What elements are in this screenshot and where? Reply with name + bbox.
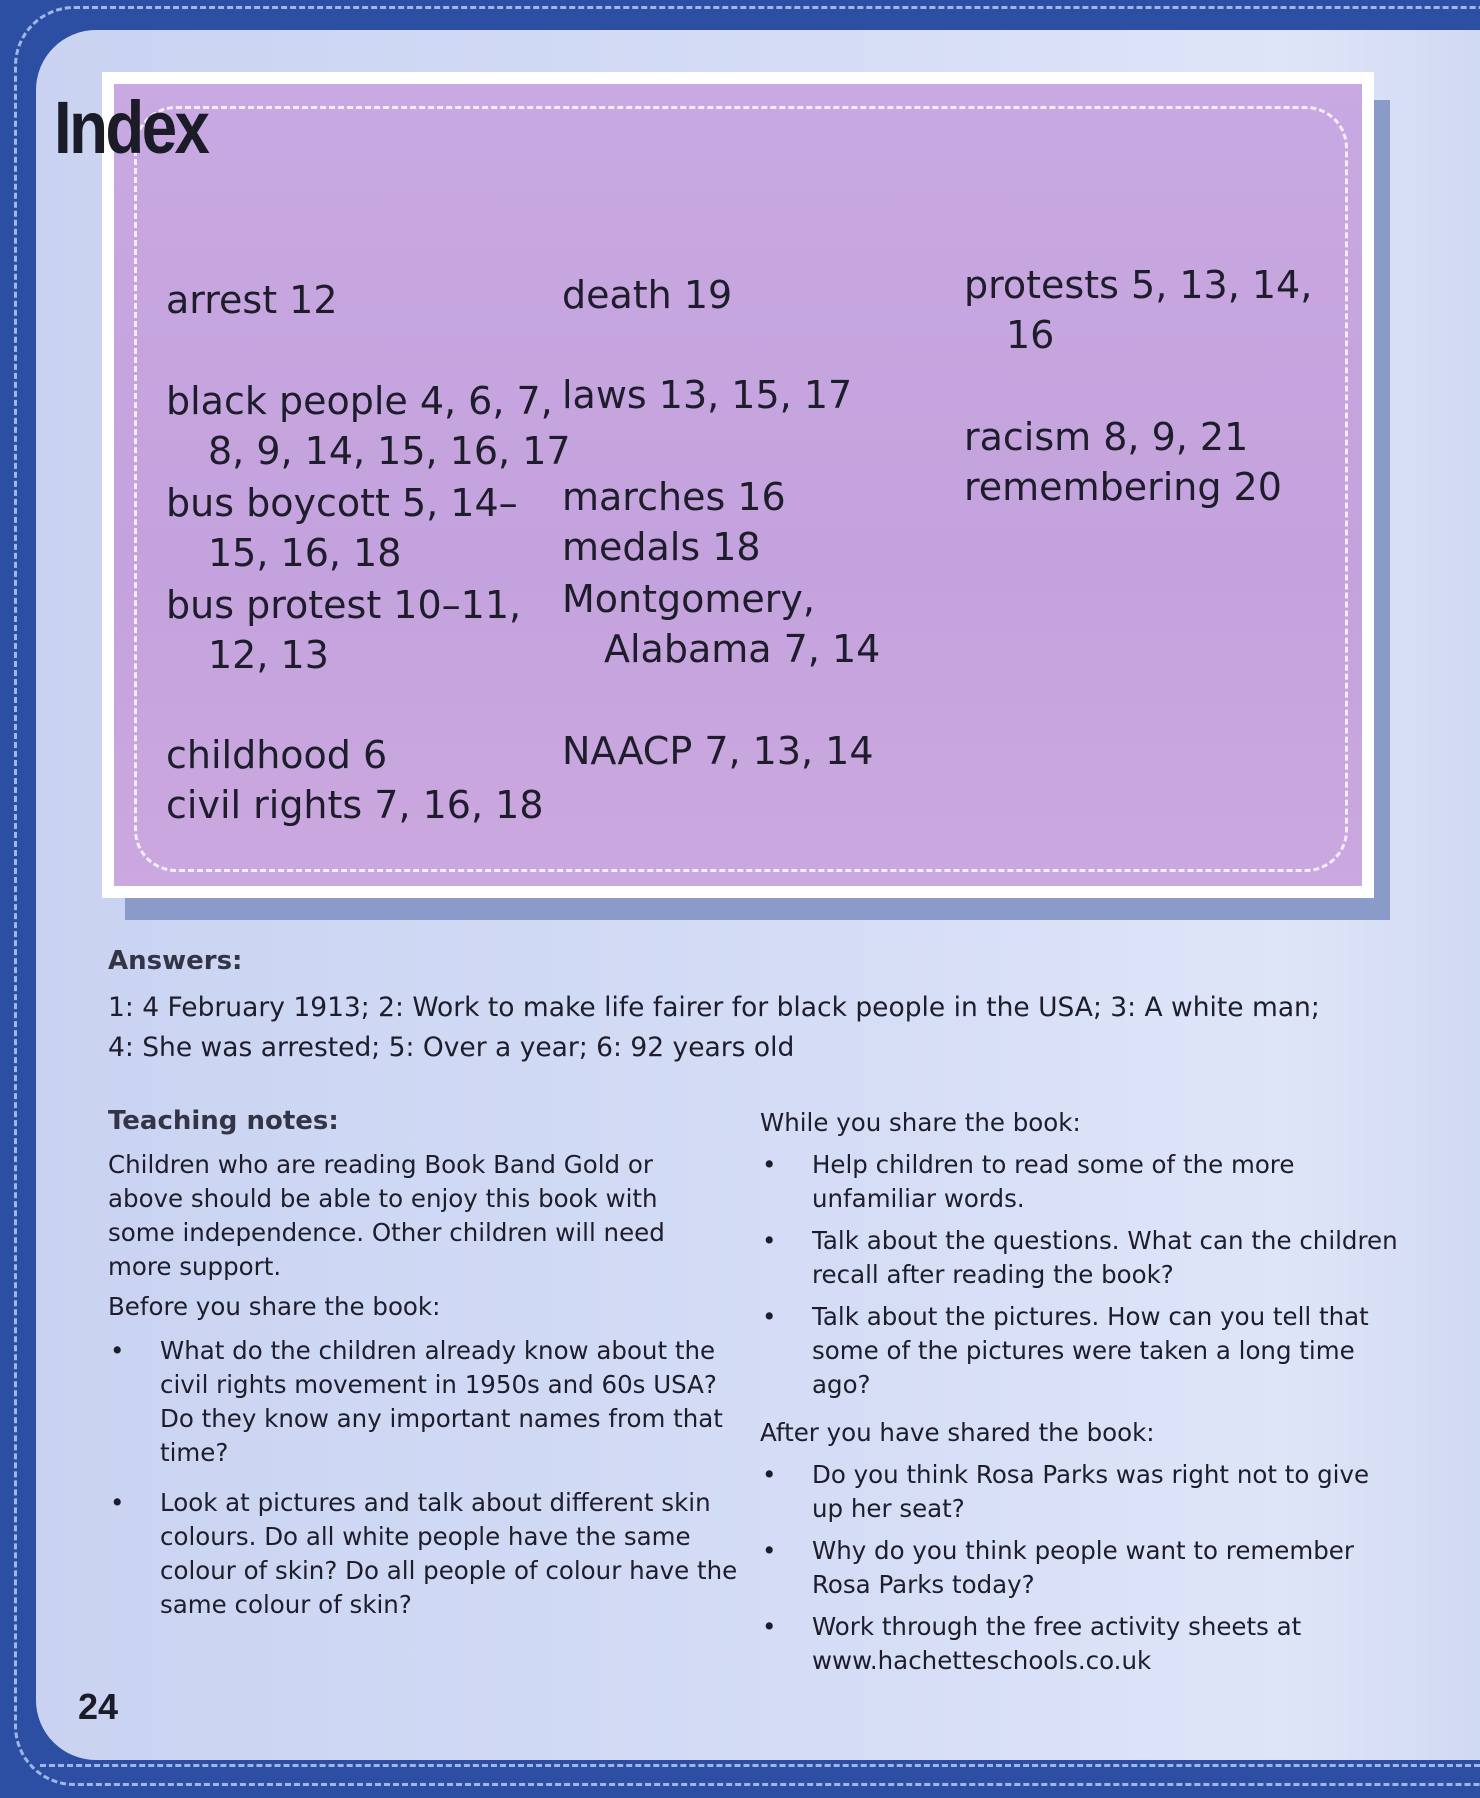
list-item-text: Look at pictures and talk about different skin colours. Do all white people have the same colour of skin? Do all people of colour have the same colour of skin? (160, 1488, 738, 1619)
list-item (760, 1610, 1400, 1678)
index-term: protests 5, 13, 14, (964, 263, 1313, 307)
after-heading: After you have shared the book: (760, 1418, 1155, 1447)
index-term: civil rights 7, 16, 18 (166, 783, 544, 827)
index-term: racism 8, 9, 21 (964, 415, 1249, 459)
index-term: arrest 12 (166, 278, 338, 322)
index-entry (562, 522, 761, 572)
after-list (760, 1458, 1400, 1686)
index-title: Index (54, 86, 208, 169)
bullet-icon: • (762, 1150, 777, 1179)
list-item-text: Work through the free activity sheets at www.hachetteschools.co.uk (812, 1612, 1302, 1675)
teaching-notes-heading: Teaching notes: (108, 1106, 339, 1136)
bullet-icon: • (762, 1460, 777, 1489)
index-entry (166, 730, 387, 780)
index-term-continued: Alabama 7, 14 (604, 627, 881, 671)
index-term: bus boycott 5, 14– (166, 481, 518, 525)
index-entry (964, 412, 1248, 462)
index-term: NAACP 7, 13, 14 (562, 729, 874, 773)
index-entry (166, 478, 518, 578)
answers-line: 4: She was arrested; 5: Over a year; 6: 92 years old (108, 1032, 795, 1063)
list-item (760, 1300, 1400, 1402)
index-entry (562, 270, 732, 320)
index-entry (166, 580, 521, 680)
list-item (760, 1534, 1400, 1602)
index-term: death 19 (562, 273, 733, 317)
list-item-text: Why do you think people want to remember Rosa Parks today? (812, 1536, 1354, 1599)
index-term: laws 13, 15, 17 (562, 373, 853, 417)
index-entry (562, 574, 880, 674)
answers-text (108, 988, 1408, 1068)
list-item (108, 1486, 738, 1622)
index-entry (964, 462, 1282, 512)
list-item (760, 1458, 1400, 1526)
index-term: remembering 20 (964, 465, 1282, 509)
index-term-continued: 12, 13 (208, 633, 329, 677)
teaching-notes-intro: Children who are reading Book Band Gold or above should be able to enjoy this book with some independence. Other children will need more support. (108, 1150, 665, 1281)
before-list (108, 1334, 738, 1630)
index-entry (166, 780, 544, 830)
while-list (760, 1148, 1400, 1410)
bullet-icon: • (110, 1488, 125, 1517)
index-term: Montgomery, (562, 577, 815, 621)
list-item-text: Help children to read some of the more unfamiliar words. (812, 1150, 1295, 1213)
index-entry (166, 376, 571, 476)
index-term-continued: 15, 16, 18 (208, 531, 402, 575)
bullet-icon: • (762, 1226, 777, 1255)
index-term: marches 16 (562, 475, 786, 519)
index-entry (562, 726, 874, 776)
index-term: medals 18 (562, 525, 761, 569)
index-entry (562, 370, 852, 420)
list-item (760, 1148, 1400, 1216)
index-entry (562, 472, 786, 522)
bullet-icon: • (762, 1612, 777, 1641)
index-term: bus protest 10–11, (166, 583, 522, 627)
answers-heading: Answers: (108, 946, 243, 976)
while-heading: While you share the book: (760, 1108, 1081, 1137)
bullet-icon: • (762, 1302, 777, 1331)
bullet-icon: • (762, 1536, 777, 1565)
list-item (108, 1334, 738, 1470)
index-entry (964, 260, 1312, 360)
list-item-text: Talk about the questions. What can the children recall after reading the book? (812, 1226, 1398, 1289)
list-item-text: Talk about the pictures. How can you tell that some of the pictures were taken a long time ago? (812, 1302, 1369, 1399)
list-item-text: Do you think Rosa Parks was right not to give up her seat? (812, 1460, 1370, 1523)
answers-line: 1: 4 February 1913; 2: Work to make life fairer for black people in the USA; 3: A white man; (108, 992, 1320, 1023)
bullet-icon: • (110, 1336, 125, 1365)
bottom-stitch-border (40, 1764, 1480, 1767)
list-item (760, 1224, 1400, 1292)
index-term-continued: 8, 9, 14, 15, 16, 17 (208, 429, 571, 473)
list-item-text: What do the children already know about the civil rights movement in 1950s and 60s USA? Do they know any important names from that time? (160, 1336, 723, 1467)
page-number: 24 (78, 1686, 119, 1727)
index-term: childhood 6 (166, 733, 388, 777)
before-heading: Before you share the book: (108, 1292, 441, 1321)
index-entry (166, 275, 338, 325)
index-term-continued: 16 (1006, 313, 1055, 357)
index-term: black people 4, 6, 7, (166, 379, 553, 423)
